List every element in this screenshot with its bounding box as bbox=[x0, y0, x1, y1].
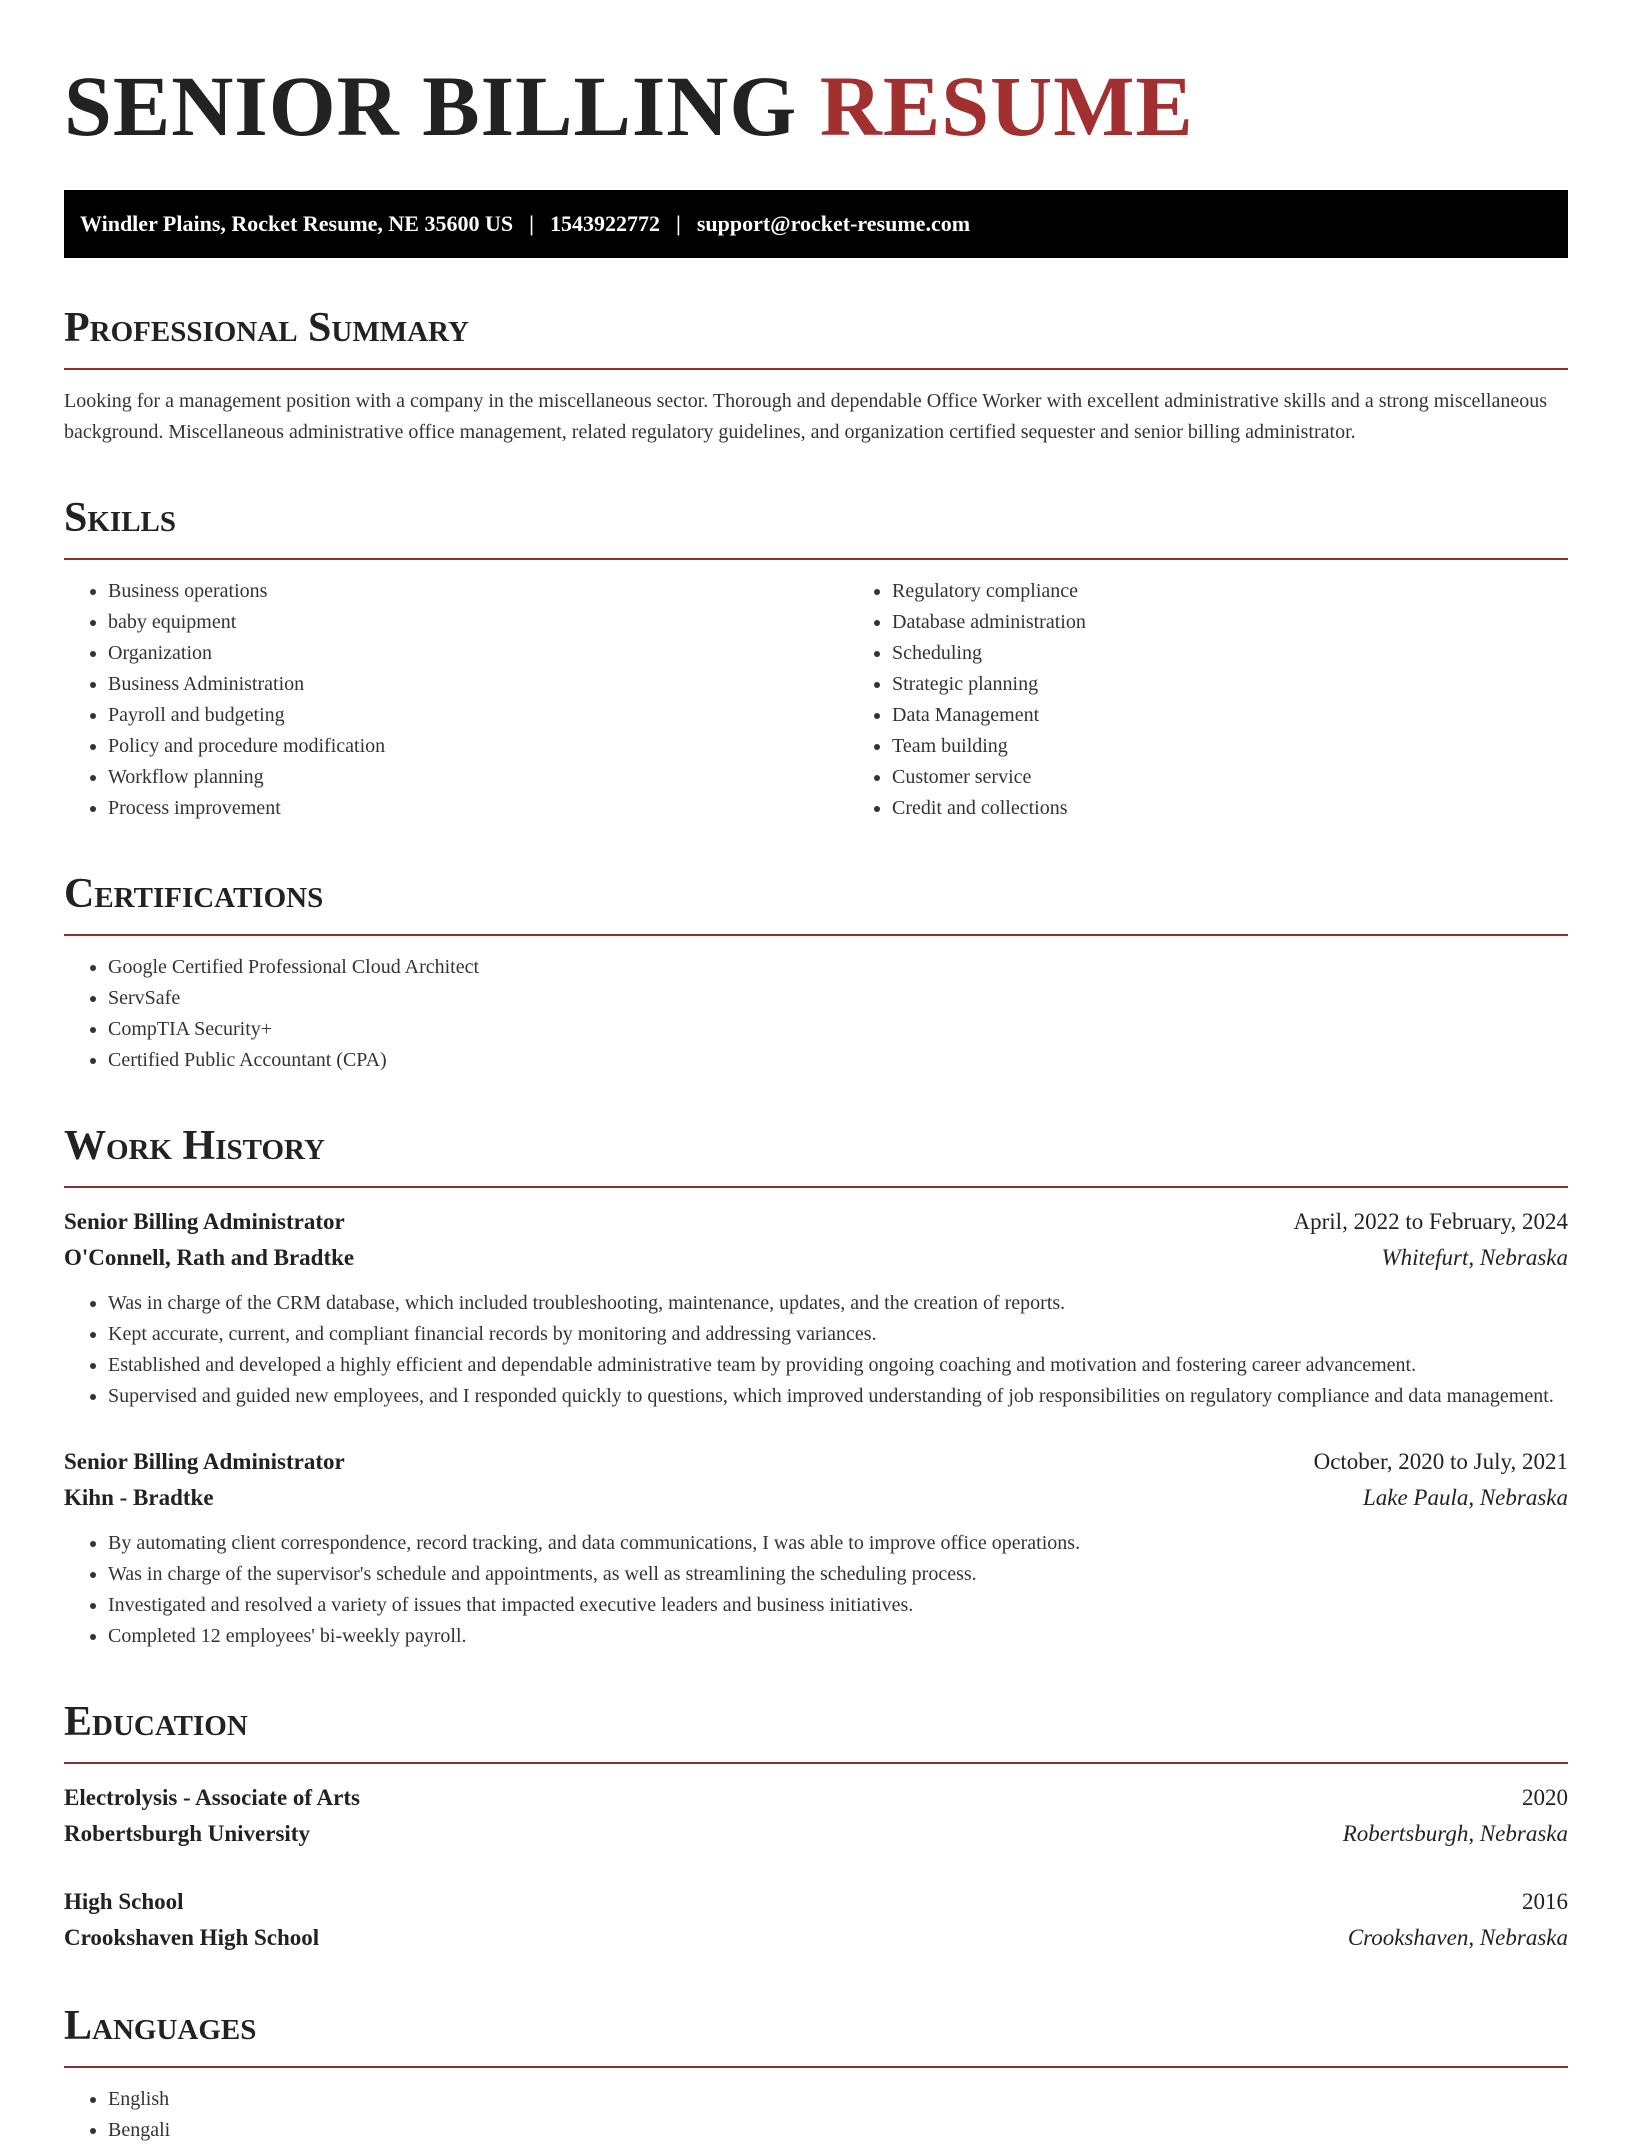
skill-item: • Strategic planning bbox=[892, 669, 1632, 700]
education-location: Robertsburgh, Nebraska bbox=[1342, 1821, 1568, 1846]
job-bullet: • Investigated and resolved a variety of issues that impacted executive leaders and business initiatives. bbox=[108, 1590, 1568, 1621]
job-bullet: • Completed 12 employees' bi-weekly payroll. bbox=[108, 1621, 1568, 1652]
skill-item: • Data Management bbox=[892, 700, 1632, 731]
skills-list-left bbox=[64, 576, 848, 824]
skill-item: • Credit and collections bbox=[892, 793, 1632, 824]
languages-section bbox=[64, 2000, 1568, 2146]
section-divider bbox=[64, 934, 1568, 936]
education-year: 2020 bbox=[1522, 1785, 1568, 1810]
education-entry bbox=[64, 1780, 1568, 1852]
education-degree-row bbox=[64, 1884, 1568, 1920]
contact-address: Windler Plains, Rocket Resume, NE 35600 US bbox=[80, 211, 514, 236]
certification-item: • Google Certified Professional Cloud Architect bbox=[108, 952, 1568, 983]
job-bullet: • Was in charge of the CRM database, which included troubleshooting, maintenance, updates, and the creation of reports. bbox=[108, 1288, 1568, 1319]
job-dates: April, 2022 to February, 2024 bbox=[1293, 1209, 1568, 1234]
certifications-list bbox=[64, 952, 1568, 1076]
job-company: O'Connell, Rath and Bradtke bbox=[64, 1245, 355, 1270]
skill-item: • Business operations bbox=[108, 576, 848, 607]
education-school-row bbox=[64, 1920, 1568, 1956]
certification-item: • CompTIA Security+ bbox=[108, 1014, 1568, 1045]
job-bullet: • Kept accurate, current, and compliant financial records by monitoring and addressing variances. bbox=[108, 1319, 1568, 1350]
education-section bbox=[64, 1696, 1568, 1956]
education-school: Crookshaven High School bbox=[64, 1925, 320, 1950]
job-bullet: • Established and developed a highly efficient and dependable administrative team by providing ongoing coaching and motivation and fostering career advancement. bbox=[108, 1350, 1568, 1381]
job-company-row bbox=[64, 1480, 1568, 1516]
skills-heading: Skills bbox=[64, 495, 177, 541]
education-heading: Education bbox=[64, 1699, 248, 1745]
education-degree: High School bbox=[64, 1889, 184, 1914]
certifications-heading: Certifications bbox=[64, 871, 324, 917]
education-degree-row bbox=[64, 1780, 1568, 1816]
section-divider bbox=[64, 1186, 1568, 1188]
skill-item: • Regulatory compliance bbox=[892, 576, 1632, 607]
skill-item: • Process improvement bbox=[108, 793, 848, 824]
job-title: Senior Billing Administrator bbox=[64, 1209, 345, 1234]
job-dates: October, 2020 to July, 2021 bbox=[1313, 1449, 1568, 1474]
job-title: Senior Billing Administrator bbox=[64, 1449, 345, 1474]
summary-text: Looking for a management position with a company in the miscellaneous sector. Thorough and dependable Office Worker with excellent administrative skills and a strong miscellaneous background. Miscellaneous administrative office management, related regulatory guidelines, and organization certified sequester and senior billing administrator. bbox=[64, 390, 1548, 443]
skill-item: • Policy and procedure modification bbox=[108, 731, 848, 762]
contact-separator: | bbox=[675, 211, 681, 236]
skills-section bbox=[64, 492, 1568, 824]
job-bullet: • Was in charge of the supervisor's schedule and appointments, as well as streamlining the scheduling process. bbox=[108, 1559, 1568, 1590]
skill-item: • baby equipment bbox=[108, 607, 848, 638]
certifications-section bbox=[64, 868, 1568, 1076]
education-location: Crookshaven, Nebraska bbox=[1347, 1925, 1568, 1950]
skills-grid bbox=[64, 560, 1568, 824]
skill-item: • Team building bbox=[892, 731, 1632, 762]
title-accent: RESUME bbox=[819, 58, 1194, 154]
language-item: • English bbox=[108, 2084, 1568, 2115]
certification-item: • ServSafe bbox=[108, 983, 1568, 1014]
contact-phone: 1543922772 bbox=[549, 211, 660, 236]
work-history-section bbox=[64, 1120, 1568, 1652]
job-location: Lake Paula, Nebraska bbox=[1362, 1485, 1568, 1510]
summary-heading: Professional Summary bbox=[64, 305, 469, 351]
skill-item: • Business Administration bbox=[108, 669, 848, 700]
work-history-heading: Work History bbox=[64, 1123, 325, 1169]
skill-item: • Database administration bbox=[892, 607, 1632, 638]
skill-item: • Workflow planning bbox=[108, 762, 848, 793]
job-header-row bbox=[64, 1204, 1568, 1240]
skill-item: • Scheduling bbox=[892, 638, 1632, 669]
certification-item: • Certified Public Accountant (CPA) bbox=[108, 1045, 1568, 1076]
skills-list-right bbox=[848, 576, 1632, 824]
language-item: • Bengali bbox=[108, 2115, 1568, 2146]
section-divider bbox=[64, 368, 1568, 370]
job-entry bbox=[64, 1204, 1568, 1412]
contact-email[interactable]: support@rocket-resume.com bbox=[696, 211, 971, 236]
contact-bar bbox=[64, 190, 1568, 258]
job-bullets bbox=[64, 1528, 1568, 1652]
job-header-row bbox=[64, 1444, 1568, 1480]
section-divider bbox=[64, 1762, 1568, 1764]
education-year: 2016 bbox=[1522, 1889, 1568, 1914]
job-company-row bbox=[64, 1240, 1568, 1276]
languages-list bbox=[64, 2084, 1568, 2146]
summary-section bbox=[64, 302, 1568, 448]
job-location: Whitefurt, Nebraska bbox=[1381, 1245, 1568, 1270]
education-school: Robertsburgh University bbox=[64, 1821, 310, 1846]
job-company: Kihn - Bradtke bbox=[64, 1485, 214, 1510]
title-main: SENIOR BILLING bbox=[64, 58, 798, 154]
languages-heading: Languages bbox=[64, 2003, 257, 2049]
skill-item: • Organization bbox=[108, 638, 848, 669]
contact-separator: | bbox=[529, 211, 534, 236]
job-bullet: • By automating client correspondence, record tracking, and data communications, I was able to improve office operations. bbox=[108, 1528, 1568, 1559]
resume-title bbox=[64, 56, 1568, 156]
section-divider bbox=[64, 2066, 1568, 2068]
job-entry bbox=[64, 1444, 1568, 1652]
job-bullet: • Supervised and guided new employees, and I responded quickly to questions, which improved understanding of job responsibilities on regulatory compliance and data management. bbox=[108, 1381, 1568, 1412]
education-entry bbox=[64, 1884, 1568, 1956]
job-bullets bbox=[64, 1288, 1568, 1412]
education-school-row bbox=[64, 1816, 1568, 1852]
education-degree: Electrolysis - Associate of Arts bbox=[64, 1785, 360, 1810]
skill-item: • Payroll and budgeting bbox=[108, 700, 848, 731]
skill-item: • Customer service bbox=[892, 762, 1632, 793]
